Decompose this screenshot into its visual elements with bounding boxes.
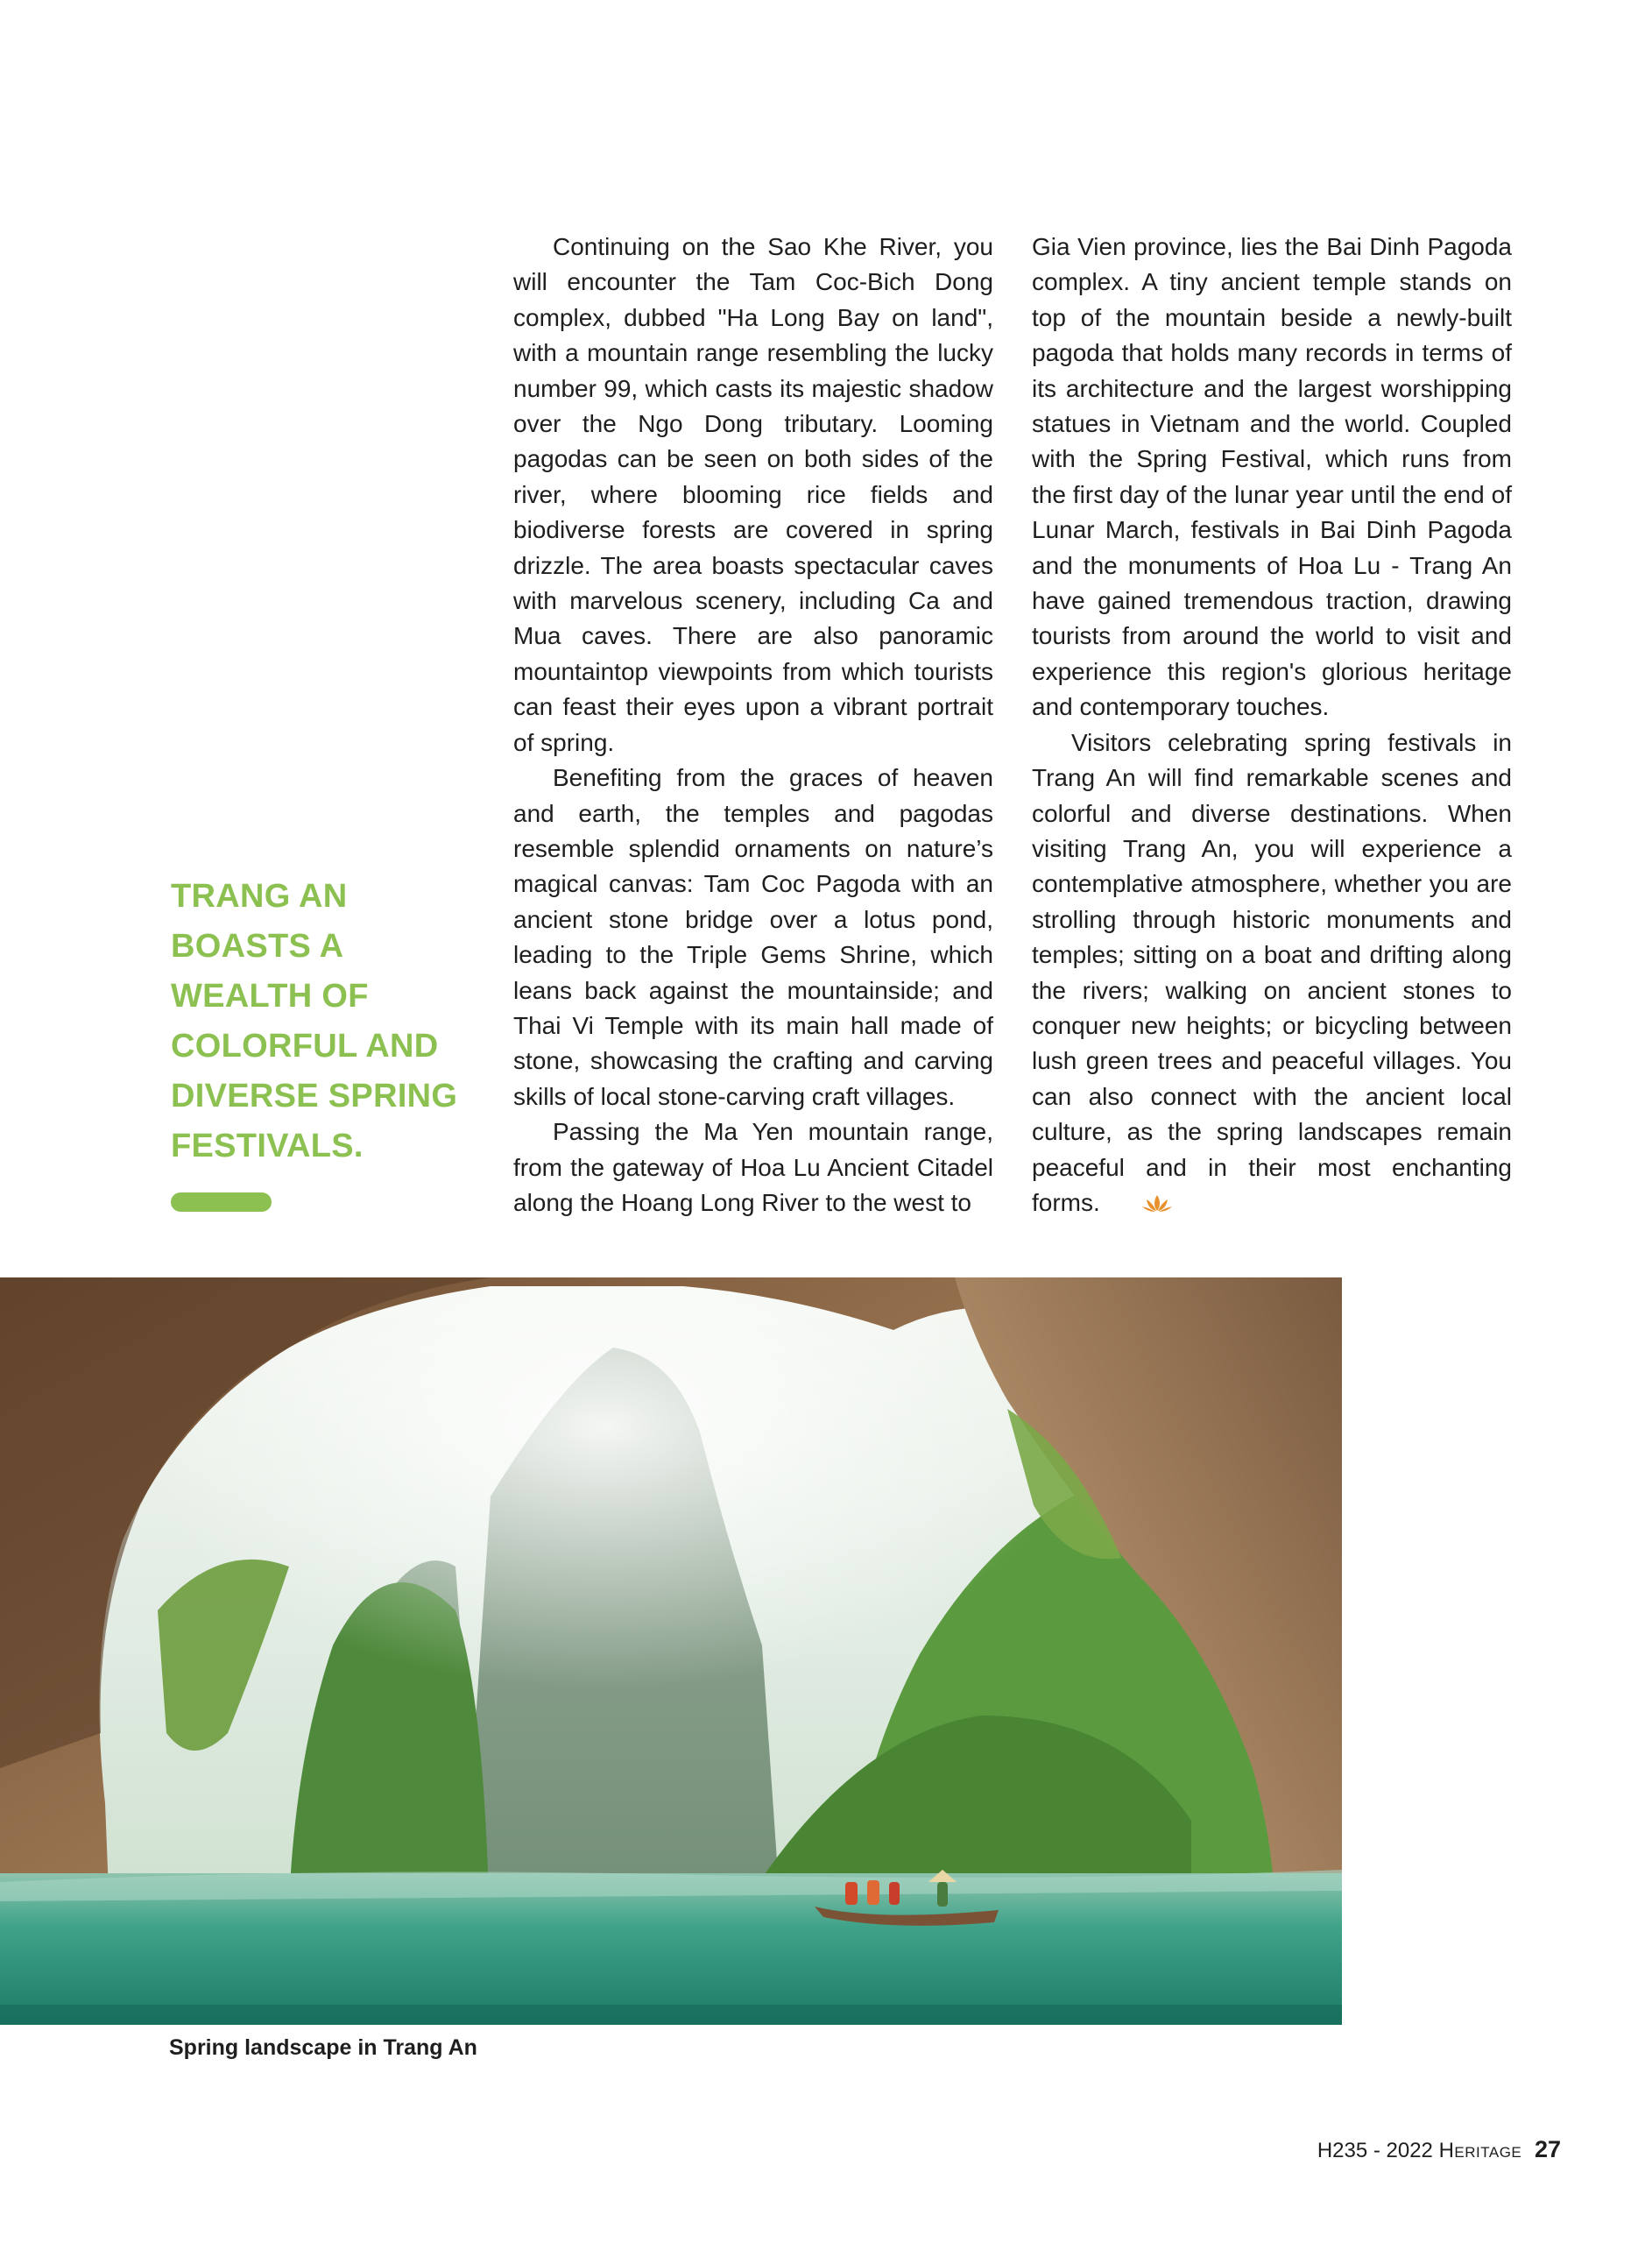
- paragraph: Gia Vien province, lies the Bai Dinh Pagoda complex. A tiny ancient temple stands on top of the mountain beside a newly-built pagoda that holds many records in terms of its architecture and the largest worshipping statues in Vietnam and the world. Coupled with the Spring Festival, which runs from the first day of the lunar year until the end of Lunar March, festivals in Bai Dinh Pagoda and the monuments of Hoa Lu - Trang An have gained tremendous traction, drawing tourists from around the world to visit and experience this region's glorious heritage and contemporary touches.: [1032, 233, 1512, 721]
- paragraph: Benefiting from the graces of heaven and earth, the temples and pagodas resemble splendid ornaments on nature’s magical canvas: Tam Coc Pagoda with an ancient stone bridge over a lotus pond, leading to the Triple Gems Shrine, which leans back against the mountainside; and Thai Vi Temple with its main hall made of stone, showcasing the crafting and carving skills of local stone-carving craft villages.: [513, 764, 993, 1110]
- pull-quote-bar: [171, 1192, 272, 1212]
- paragraph: Continuing on the Sao Khe River, you will encounter the Tam Coc-Bich Dong complex, dubbed "Ha Long Bay on land", with a mountain range resembling the lucky number 99, which casts its majestic shadow over the Ngo Dong tributary. Looming pagodas can be seen on both sides of the river, where blooming rice fields and biodiverse forests are covered in spring drizzle. The area boasts spectacular caves with marvelous scenery, including Ca and Mua caves. There are also panoramic mountaintop viewpoints from which tourists can feast their eyes upon a vibrant portrait of spring.: [513, 233, 993, 756]
- cave-river-photo: [0, 1277, 1342, 2025]
- lotus-icon: [1102, 1189, 1173, 1224]
- folio: [1317, 2136, 1561, 2163]
- issue-number: H235 - 2022: [1317, 2139, 1433, 2162]
- paragraph-text: Visitors celebrating spring festivals in Trang An will find remarkable scenes and colorful and diverse destinations. When visiting Trang An, you will experience a contemplative atmosphere, whether you are strolling through historic monuments and temples; sitting on a boat and drifting along the rivers; walking on ancient stones to conquer new heights; or bicycling between lush green trees and peaceful villages. You can also connect with the ancient local culture, as the spring landscapes remain peaceful and in their most enchanting forms.: [1032, 728, 1512, 1216]
- magazine-name: Heritage: [1438, 2139, 1522, 2162]
- text-column-1: [513, 230, 993, 1221]
- photo-caption: Spring landscape in Trang An: [169, 2035, 477, 2060]
- text-column-2: [1032, 230, 1512, 1224]
- paragraph: Passing the Ma Yen mountain range, from the gateway of Hoa Lu Ancient Citadel along the Hoang Long River to the west to: [513, 1118, 993, 1216]
- paragraph: [1032, 725, 1512, 1225]
- pull-quote: TRANG AN BOASTS A WEALTH OF COLORFUL AND DIVERSE SPRING FESTIVALS.: [171, 878, 458, 1164]
- page-number: 27: [1534, 2136, 1561, 2162]
